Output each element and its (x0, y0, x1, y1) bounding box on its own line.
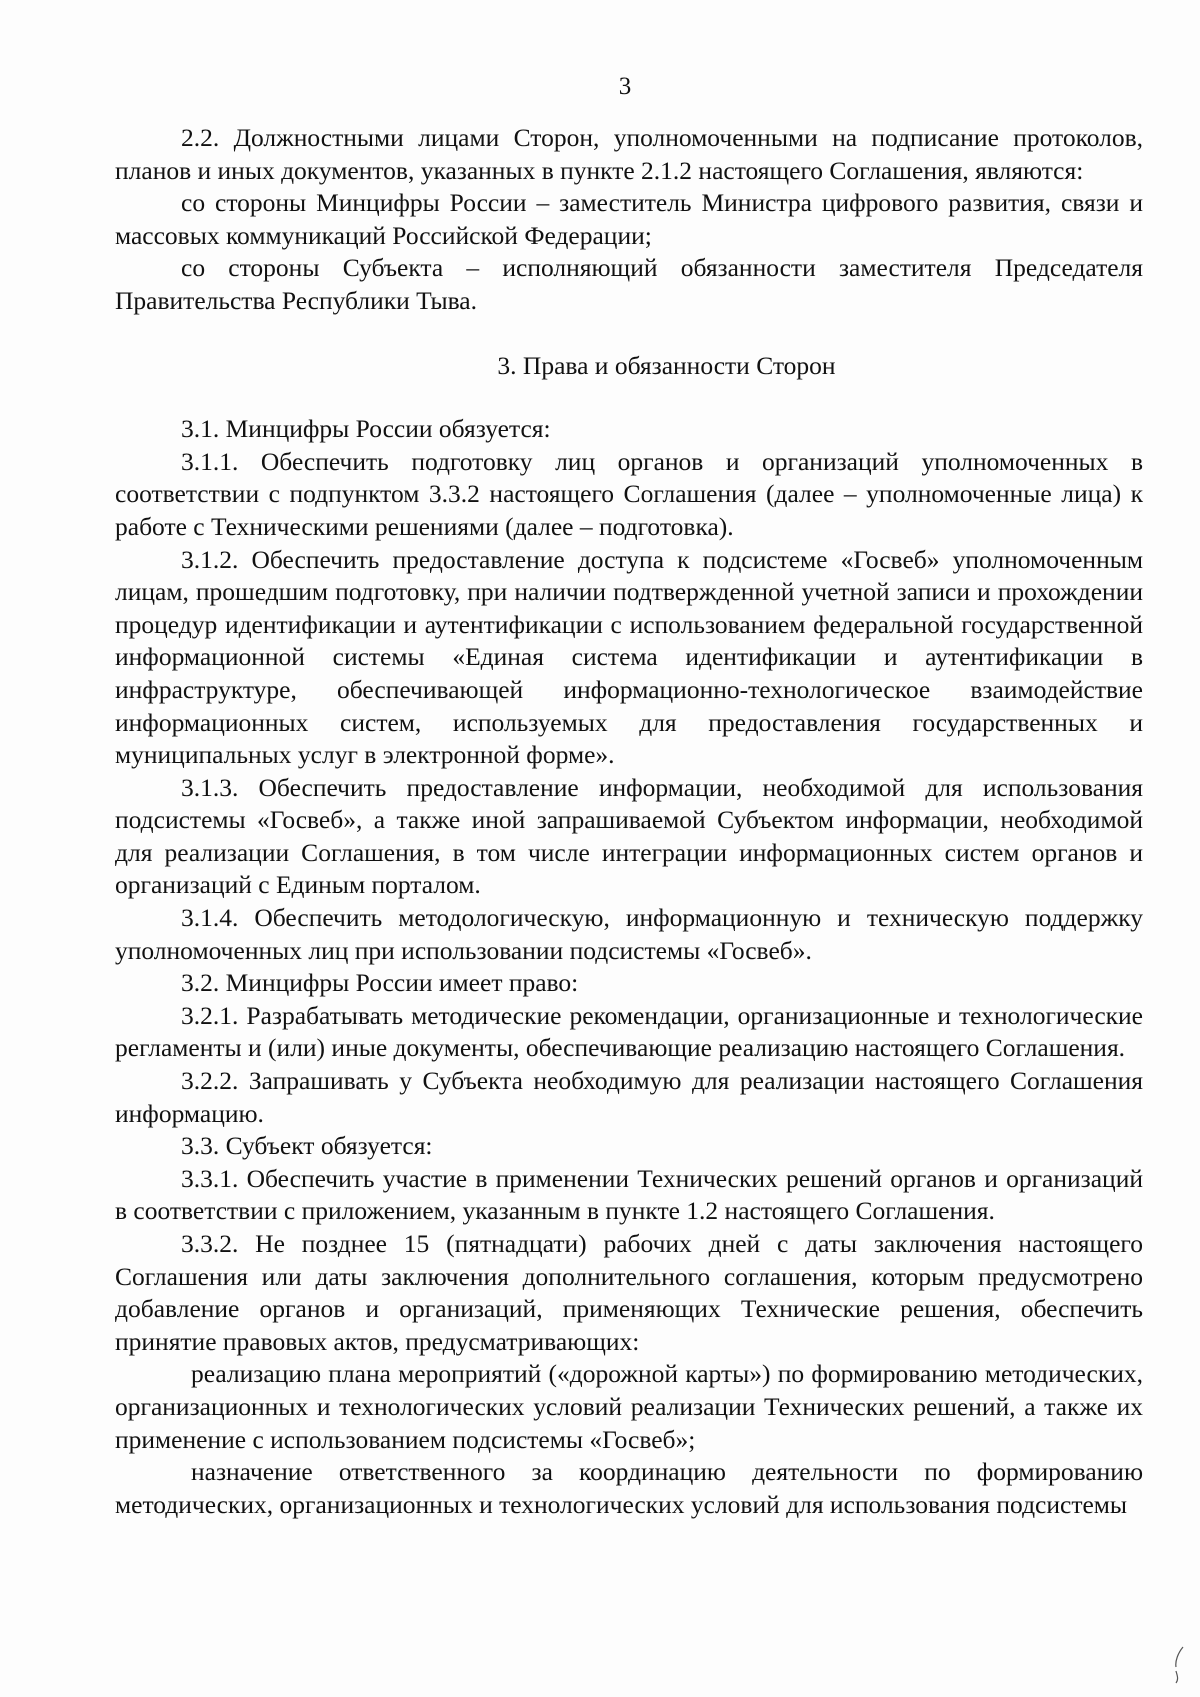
paragraph-ministry-side: со стороны Минцифры России – заместитель Министра цифрового развития, связи и массовых коммуникаций Российской Федерации; (115, 188, 1143, 250)
paragraph-3-2-2: 3.2.2. Запрашивать у Субъекта необходимую для реализации настоящего Соглашения информацию. (115, 1066, 1143, 1128)
page-number: 3 (618, 73, 632, 100)
scan-mark-icon (1172, 1645, 1186, 1685)
paragraph-3-2-1: 3.2.1. Разрабатывать методические рекомендации, организационные и технологические регламенты и (или) иные документы, обеспечивающие реализацию настоящего Соглашения. (115, 1000, 1143, 1063)
paragraph-3-3-1: 3.3.1. Обеспечить участие в применении Технических решений органов и организаций в соответствии с приложением, указанным в пункте 1.2 настоящего Соглашения. (115, 1163, 1143, 1226)
paragraph-3-1-4: 3.1.4. Обеспечить методологическую, информационную и техническую поддержку уполномоченных лиц при использовании подсистемы «Госвеб». (115, 903, 1143, 965)
page-body (115, 122, 1143, 1521)
spacer (115, 382, 1143, 413)
section-heading: 3. Права и обязанности Сторон (497, 350, 836, 380)
spacer (115, 318, 1143, 350)
paragraph-subject-side: со стороны Субъекта – исполняющий обязанности заместителя Председателя Правительства Республики Тыва. (115, 253, 1143, 315)
paragraph-3-3-2: 3.3.2. Не позднее 15 (пятнадцати) рабочих дней с даты заключения настоящего Соглашения или даты заключения дополнительного соглашения, которым предусмотрено добавление органов и организаций, применяющих Технические решения, обеспечить принятие правовых актов, предусматривающих: (115, 1229, 1143, 1356)
paragraph-3-1-3: 3.1.3. Обеспечить предоставление информации, необходимой для использования подсистемы «Госвеб», а также иной запрашиваемой Субъектом информации, необходимой для реализации Соглашения, в том числе интеграции информационных систем органов и организаций с Единым порталом. (115, 772, 1143, 900)
paragraph-3-1: 3.1. Минцифры России обязуется: (181, 414, 551, 444)
paragraph-3-2: 3.2. Минцифры России имеет право: (181, 968, 579, 998)
paragraph-3-1-1: 3.1.1. Обеспечить подготовку лиц органов и организаций уполномоченных в соответствии с подпунктом 3.3.2 настоящего Соглашения (далее – уполномоченные лица) к работе с Техническими решениями (далее – подготовка). (115, 446, 1143, 541)
paragraph-responsible: назначение ответственного за координацию деятельности по формированию методических, организационных и технологических условий для использования подсистемы (115, 1457, 1143, 1519)
paragraph-3-1-2: 3.1.2. Обеспечить предоставление доступа к подсистеме «Госвеб» уполномоченным лицам, прошедшим подготовку, при наличии подтвержденной учетной записи и прохождении процедур идентификации и аутентификации с использованием федеральной государственной информационной системы «Единая система идентификации и аутентификации в инфраструктуре, обеспечивающей информационно-технологическое взаимодействие информационных систем, используемых для предоставления государственных и муниципальных услуг в электронной форме». (115, 544, 1143, 770)
paragraph-2-2: 2.2. Должностными лицами Сторон, уполномоченными на подписание протоколов, планов и иных документов, указанных в пункте 2.1.2 настоящего Соглашения, являются: (115, 123, 1143, 185)
paragraph-roadmap: реализацию плана мероприятий («дорожной карты») по формированию методических, организационных и технологических условий реализации Технических решений, а также их применение с использованием подсистемы «Госвеб»; (115, 1359, 1143, 1454)
paragraph-3-3: 3.3. Субъект обязуется: (181, 1131, 433, 1161)
